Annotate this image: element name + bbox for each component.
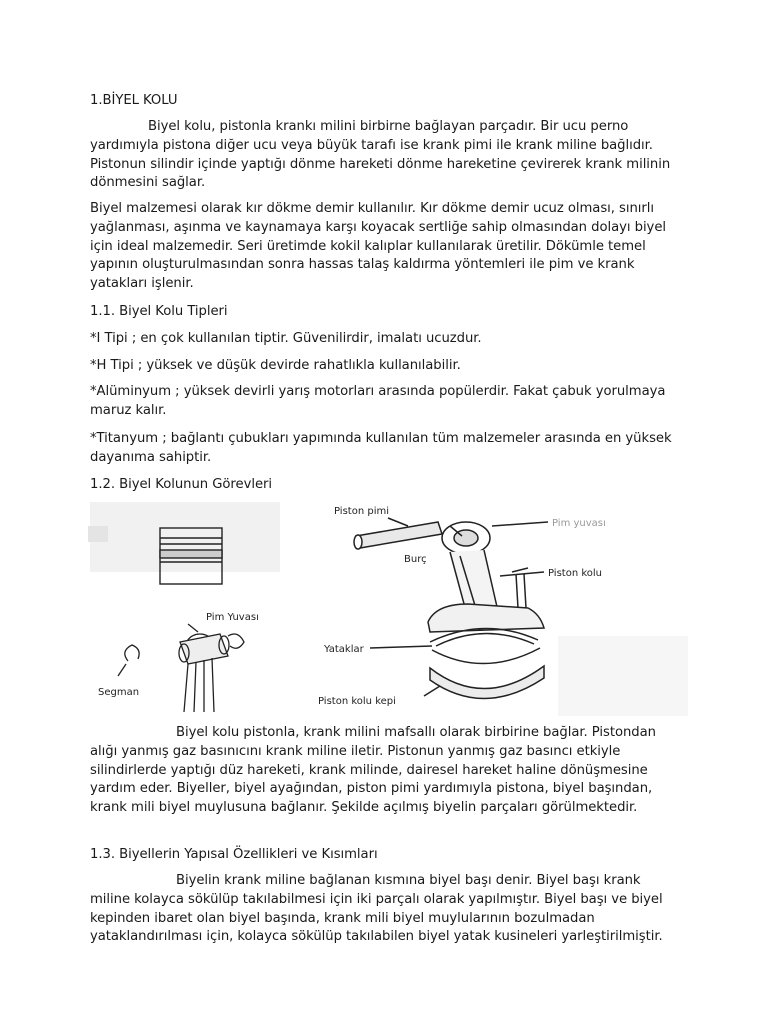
list-item-titanyum: *Titanyum ; bağlantı çubukları yapımında kullanılan tüm malzemeler arasında en yüksek dayanıma sahiptir. bbox=[90, 431, 672, 465]
yataklar-leader bbox=[370, 646, 432, 648]
label-piston-kolu-kepi: Piston kolu kepi bbox=[318, 696, 396, 707]
bearing-shell-lower bbox=[432, 648, 540, 664]
circlip-left bbox=[125, 645, 139, 661]
label-piston-kolu: Piston kolu bbox=[548, 568, 603, 579]
segman-leader bbox=[118, 664, 126, 676]
connecting-rod-illustration bbox=[88, 496, 688, 718]
piston-pimi-leader bbox=[388, 518, 408, 526]
section-heading-1-2: 1.2. Biyel Kolunun Görevleri bbox=[90, 477, 272, 492]
rod-bolt-head bbox=[512, 568, 528, 572]
list-item-i-tipi: *I Tipi ; en çok kullanılan tiptir. Güvenilirdir, imalatı ucuzdur. bbox=[90, 331, 482, 346]
section-heading-1: 1.BİYEL KOLU bbox=[90, 93, 178, 108]
rod-bolt bbox=[516, 574, 526, 608]
paragraph-structure: Biyelin krank miline bağlanan kısmına biyel başı denir. Biyel başı krank miline kolayca sökülüp takılabilmesi için iki parçalı olarak yapılmıştır. Biyel başı ve biyel kepinden ibaret olan biyel başında, krank mili biyel muylularının bozulmadan yataklandırılması için, kolayca sökülüp takılabilen biyel yatak kusineleri yarleştirilmiştir. bbox=[90, 873, 663, 945]
list-item-aluminyum: *Alüminyum ; yüksek devirli yarış motorları arasında popülerdir. Fakat çabuk yorulmaya maruz kalır. bbox=[90, 384, 666, 418]
scan-noise-left-2 bbox=[88, 526, 108, 542]
circlip-right bbox=[228, 634, 244, 648]
paragraph-function: Biyel kolu pistonla, krank milini mafsallı olarak birbirine bağlar. Pistondan alığı yanmış gaz basınıcını krank miline iletir. Pistonun yanmış gaz basıncı etkiyle silindirlerde yaptığı düz hareketi, krank milinde, dairesel hareket haline dönüşmesine yardım eder. Biyeller, biyel ayağından, piston pimi yardımıyla pistona, biyel başından, krank mili biyel muylusuna bağlanır. Şekilde açılmış biyelin parçaları görülmektedir. bbox=[90, 725, 656, 816]
label-segman: Segman bbox=[98, 687, 140, 698]
label-burc: Burç bbox=[404, 554, 427, 565]
section-heading-1-3: 1.3. Biyellerin Yapısal Özellikleri ve Kısımları bbox=[90, 847, 378, 862]
label-piston-pimi: Piston pimi bbox=[334, 506, 389, 517]
scan-noise-right bbox=[558, 636, 688, 716]
piston-pin-tube bbox=[356, 522, 442, 548]
pim-yuvasi-right-leader bbox=[492, 522, 548, 526]
rod-cap bbox=[430, 666, 544, 699]
section-heading-1-1: 1.1. Biyel Kolu Tipleri bbox=[90, 304, 228, 319]
bearing-shell-upper-inner bbox=[436, 633, 534, 646]
label-pim-yuvasi-right: Pim yuvası bbox=[552, 518, 606, 529]
pim-yuvasi-leader bbox=[188, 624, 198, 632]
label-yataklar: Yataklar bbox=[324, 644, 364, 655]
kep-leader bbox=[424, 686, 440, 696]
paragraph-material: Biyel malzemesi olarak kır dökme demir kullanılır. Kır dökme demir ucuz olması, sınırlı yağlanması, aşınma ve kaynamaya karşı koyacak sertliğe sahip olmasından dolayı biyel için ideal malzemedir. Seri üretimde kokil kalıplar kullanılarak üretilir. Dökümle temel yapının oluşturulmasından sonra hassas talaş kaldırma yöntemleri ile pim ve krank yatakları işlenir. bbox=[90, 201, 666, 292]
rod-small-end-lines bbox=[184, 658, 214, 712]
label-pim-yuvasi-left: Pim Yuvası bbox=[206, 612, 259, 623]
piston-pin-assembly bbox=[118, 624, 244, 712]
piston-kolu-leader bbox=[500, 572, 544, 576]
piston-pin-tube-end bbox=[354, 535, 362, 549]
paragraph-intro: Biyel kolu, pistonla krankı milini birbirne bağlayan parçadır. Bir ucu perno yardımıyla pistona diğer ucu veya büyük tarafı ise krank pimi ile krank miline bağlıdır. Pistonun silindir içinde yaptığı dönme hareketi dönme hareketine çevirerek krank milinin dönmesini sağlar. bbox=[90, 119, 671, 191]
list-item-h-tipi: *H Tipi ; yüksek ve düşük devirde rahatlıkla kullanılabilir. bbox=[90, 358, 461, 373]
piston-ring-3 bbox=[160, 550, 222, 558]
connecting-rod-figure bbox=[88, 496, 688, 718]
connecting-rod-drawing bbox=[354, 518, 548, 699]
